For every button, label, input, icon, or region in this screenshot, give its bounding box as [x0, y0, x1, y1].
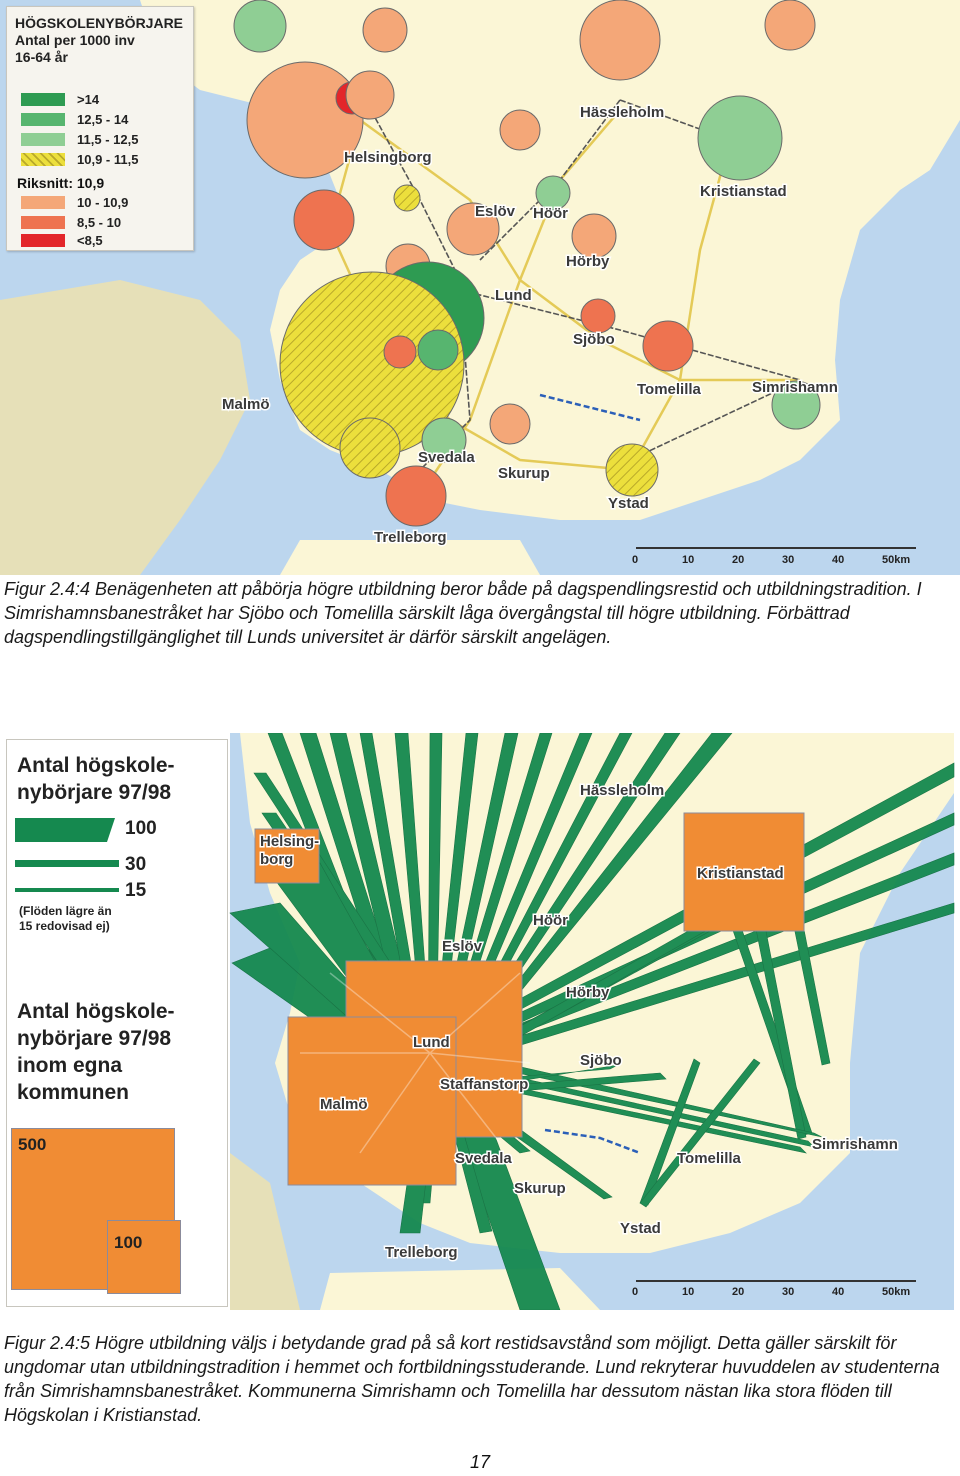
- svg-text:50km: 50km: [882, 554, 911, 566]
- legend-national-average: Riksnitt: 10,9: [17, 175, 105, 191]
- svg-text:40: 40: [832, 554, 845, 566]
- circle-north-1: [234, 0, 286, 52]
- town-label: Svedala: [455, 1150, 512, 1167]
- circle-klippan: [500, 110, 540, 150]
- town-label: Trelleborg: [385, 1244, 458, 1261]
- circle-burlov: [418, 330, 458, 370]
- town-label: Trelleborg: [374, 529, 447, 546]
- legend-square-500: 500: [11, 1128, 175, 1290]
- circle-north-2: [363, 8, 407, 52]
- figure-caption-2: Figur 2.4:5 Högre utbildning väljs i betydande grad på så kort restidsavstånd som möjligt. Detta gäller särskilt för ungdomar utan utbildningstradition i hemmet och fortbildningsstuderande. Lund rekryterar huvuddelen av studenterna från Simrishamnsbanestråket. Kommunerna Simrishamn och Tomelilla har dessutom nästan lika stora flöden till Högskolan i Kristianstad.: [4, 1333, 940, 1425]
- town-label: Hässleholm: [580, 104, 665, 121]
- square-label: Helsing-: [260, 833, 320, 850]
- town-label: Svedala: [418, 449, 475, 466]
- circle-svalov: [394, 185, 420, 211]
- legend-square-title: Antal högskole- nybörjare 97/98 inom egna kommunen: [17, 1000, 175, 1104]
- legend-square-100: 100: [107, 1220, 181, 1294]
- flow-value-15: 15: [125, 880, 147, 901]
- svg-text:50km: 50km: [882, 1286, 911, 1298]
- town-label: Eslöv: [442, 938, 483, 955]
- town-label: Höör: [533, 205, 568, 222]
- town-label: Hörby: [566, 253, 610, 270]
- town-label: Sjöbo: [573, 331, 615, 348]
- legend-flow-title: Antal högskole- nybörjare 97/98: [17, 754, 175, 804]
- svg-text:30: 30: [782, 1286, 795, 1298]
- circle-vellinge: [340, 418, 400, 478]
- flow-note: (Flöden lägre än 15 redovisad ej): [19, 904, 112, 933]
- svg-text:10: 10: [682, 554, 695, 566]
- map-university-entrants-rate: [0, 0, 960, 575]
- town-label: Ystad: [620, 1220, 661, 1237]
- circle-tomelilla: [643, 321, 693, 371]
- land-denmark: [0, 280, 250, 575]
- town-label: Lund: [495, 287, 532, 304]
- svg-text:0: 0: [632, 554, 639, 566]
- circle-horby: [572, 214, 616, 258]
- town-label: Ystad: [608, 495, 649, 512]
- town-label: Skurup: [514, 1180, 566, 1197]
- square-label: borg: [260, 851, 294, 868]
- square-label: Staffanstorp: [440, 1076, 529, 1093]
- town-label: Kristianstad: [700, 183, 787, 200]
- legend-rate: HÖGSKOLENYBÖRJARE Antal per 1000 inv 16-64 år >14 12,5 - 14 11,5 - 12,5 10,9 - 11,5 Riksnitt: 10,9 10 - 10,9 8,5 - 10 <8,5: [6, 6, 194, 251]
- svg-text:20: 20: [732, 1286, 745, 1298]
- svg-text:40: 40: [832, 1286, 845, 1298]
- square-label: Kristianstad: [697, 865, 784, 882]
- circle-staffanstorp: [384, 336, 416, 368]
- town-label: Malmö: [222, 396, 270, 413]
- square-label: Lund: [413, 1034, 450, 1051]
- town-label: Helsingborg: [344, 149, 432, 166]
- flow-width-key: [15, 814, 135, 904]
- town-label: Sjöbo: [580, 1052, 622, 1069]
- town-label: Simrishamn: [752, 379, 838, 396]
- circle-ne: [765, 0, 815, 50]
- svg-text:30: 30: [782, 554, 795, 566]
- circle-landskrona: [294, 190, 354, 250]
- square-label: Malmö: [320, 1096, 368, 1113]
- flow-value-30: 30: [125, 854, 147, 875]
- town-label: Skurup: [498, 465, 550, 482]
- town-label: Hörby: [566, 984, 610, 1001]
- svg-text:0: 0: [632, 1286, 639, 1298]
- circle-sjobo: [581, 299, 615, 333]
- town-label: Tomelilla: [677, 1150, 741, 1167]
- figure-caption-1: Figur 2.4:4 Benägenheten att påbörja högre utbildning beror både på dagspendlingsrestid och utbildningstradition. I Simrishamnsbanestråket har Sjöbo och Tomelilla särskilt låga övergångstal till högre utbildning. Förbättrad dagspendlingstillgänglighet till Lunds universitet är därför särskilt angelägen.: [4, 579, 922, 647]
- legend-title: HÖGSKOLENYBÖRJARE Antal per 1000 inv 16-64 år: [15, 15, 184, 65]
- scale-bar: [632, 548, 916, 566]
- svg-text:10: 10: [682, 1286, 695, 1298]
- town-label: Hässleholm: [580, 782, 665, 799]
- circle-hoganas: [346, 71, 394, 119]
- town-label: Eslöv: [475, 203, 516, 220]
- circle-trelleborg: [386, 466, 446, 526]
- flow-value-100: 100: [125, 818, 157, 839]
- page-number: 17: [469, 1452, 491, 1472]
- town-label: Höör: [533, 912, 568, 929]
- town-label: Simrishamn: [812, 1136, 898, 1153]
- legend-flows: [6, 739, 228, 1307]
- circle-ystad: [606, 444, 658, 496]
- circle-skurup: [490, 404, 530, 444]
- svg-text:20: 20: [732, 554, 745, 566]
- town-label: Tomelilla: [637, 381, 701, 398]
- circle-hassleholm-n: [580, 0, 660, 80]
- map-student-flows: [0, 733, 960, 1310]
- circle-hassleholm: [698, 96, 782, 180]
